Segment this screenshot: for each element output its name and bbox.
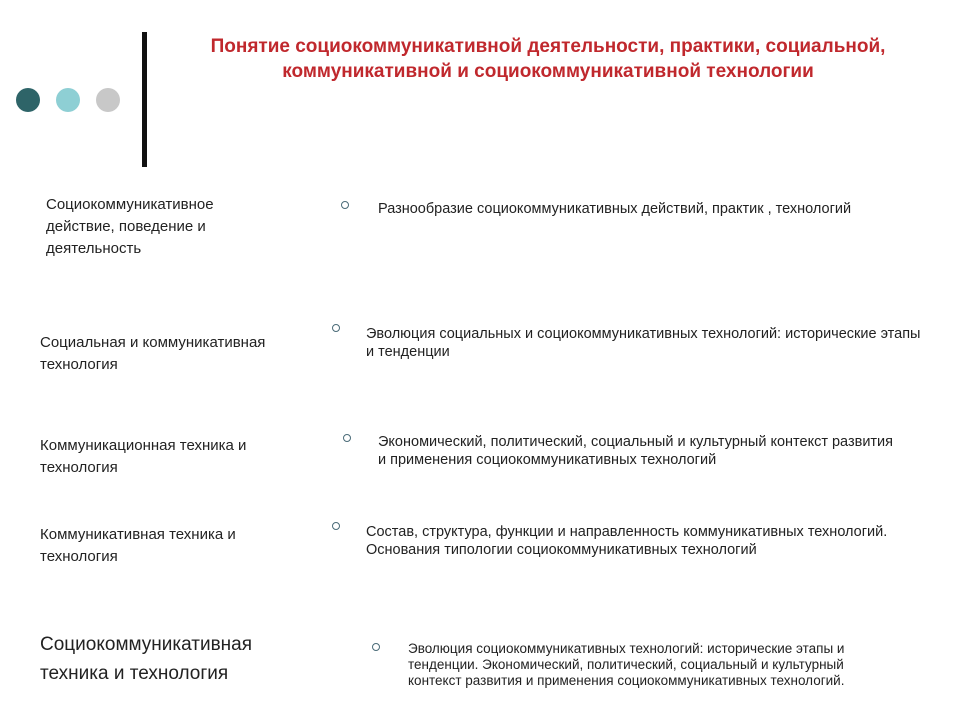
bullet-icon [343, 434, 351, 442]
bullet-icon [341, 201, 349, 209]
right-item-5: Эволюция социокоммуникативных технологий: исторические этапы и тенденции. Экономический, политический, социальный и культурный контекст развития и применения социокоммуникативных технологий. [408, 641, 845, 688]
right-item-1: Разнообразие социокоммуникативных действий, практик , технологий [378, 201, 852, 217]
bullet-icon [332, 522, 340, 530]
decor-dot-2 [56, 88, 80, 112]
right-item-3: Экономический, политический, социальный и культурный контекст развития и применения социокоммуникативных технологий [378, 434, 894, 468]
bullet-icon [372, 643, 380, 651]
left-item-3: Коммуникационная техника и технология [40, 437, 247, 476]
right-item-2: Эволюция социальных и социокоммуникативных технологий: исторические этапы и тенденции [366, 326, 921, 360]
slide-title: Понятие социокоммуникативной деятельности, практики, социальной, коммуникативной и социокоммуникативной технологии [210, 36, 886, 82]
left-item-4: Коммуникативная техника и технология [40, 526, 236, 565]
left-item-5: Социокоммуникативная техника и технология [40, 634, 253, 684]
decor-vertical-bar [142, 32, 147, 167]
left-item-1: Социокоммуникативное действие, поведение и деятельность [46, 196, 214, 257]
bullet-icon [332, 324, 340, 332]
decor-dot-3 [96, 88, 120, 112]
decor-dot-1 [16, 88, 40, 112]
left-item-2: Социальная и коммуникативная технология [40, 334, 266, 373]
right-item-4: Состав, структура, функции и направленность коммуникативных технологий. Основания типологии социокоммуникативных технологий [366, 524, 888, 558]
